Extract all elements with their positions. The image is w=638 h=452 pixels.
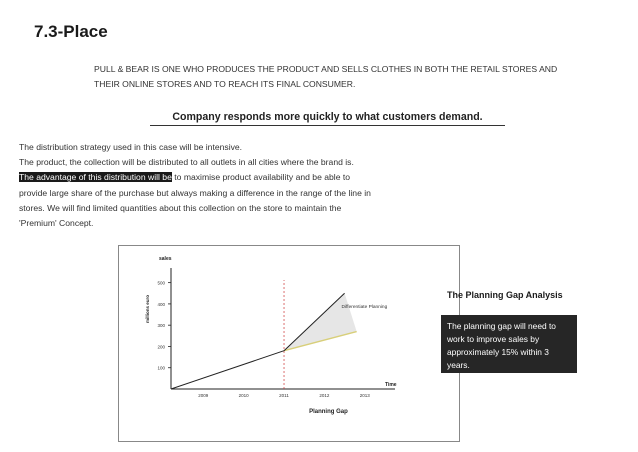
body-paragraph: [19, 140, 379, 231]
gap-analysis-box: The planning gap will need to work to improve sales by approximately 15% within 3 years.: [441, 315, 577, 373]
y-tick-label: 400: [157, 301, 165, 307]
x-tick-label: 2012: [319, 393, 330, 398]
y-axis-side-label: millions euro: [145, 294, 150, 324]
y-tick-label: 500: [157, 280, 165, 286]
y-tick-label: 300: [157, 323, 165, 329]
gap-area: [284, 293, 357, 350]
page-title: 7.3-Place: [34, 22, 108, 41]
chart-frame: [118, 245, 460, 442]
x-tick-label: 2009: [198, 393, 209, 398]
x-tick-label: 2013: [359, 393, 370, 398]
gap-analysis-title: The Planning Gap Analysis: [447, 290, 563, 300]
planning-gap-chart: [119, 246, 459, 441]
tagline: Company responds more quickly to what customers demand.: [150, 111, 505, 126]
x-tick-label: 2011: [279, 393, 289, 398]
trend-line: [171, 351, 284, 389]
intro-paragraph: PULL & BEAR IS ONE WHO PRODUCES THE PRODUCT AND SELLS CLOTHES IN BOTH THE RETAIL STORES AND THEIR ONLINE STORES AND TO REACH ITS FINAL CONSUMER.: [94, 64, 558, 89]
x-tick-label: 2010: [238, 393, 249, 398]
y-axis-top-label: sales: [159, 256, 172, 262]
body-highlight: The advantage of this distribution will be: [19, 172, 172, 183]
body-line-2: The product, the collection will be distributed to all outlets in all cities where the brand is.: [19, 157, 354, 168]
x-axis-label: Time: [385, 382, 397, 388]
chart-caption: Planning Gap: [309, 409, 348, 415]
annotation-label: Differentiate Planning: [341, 305, 388, 311]
body-line-1: The distribution strategy used in this case will be intensive.: [19, 142, 243, 152]
y-tick-label: 100: [157, 365, 165, 371]
body-rest: to maximise product availability and be able to provide large share of the purchase but always making a difference in the range of the line in stores. We will find limited quantities about this collection on the store to maintain the 'Premium' Concept.: [19, 172, 371, 229]
y-tick-label: 200: [157, 344, 165, 350]
